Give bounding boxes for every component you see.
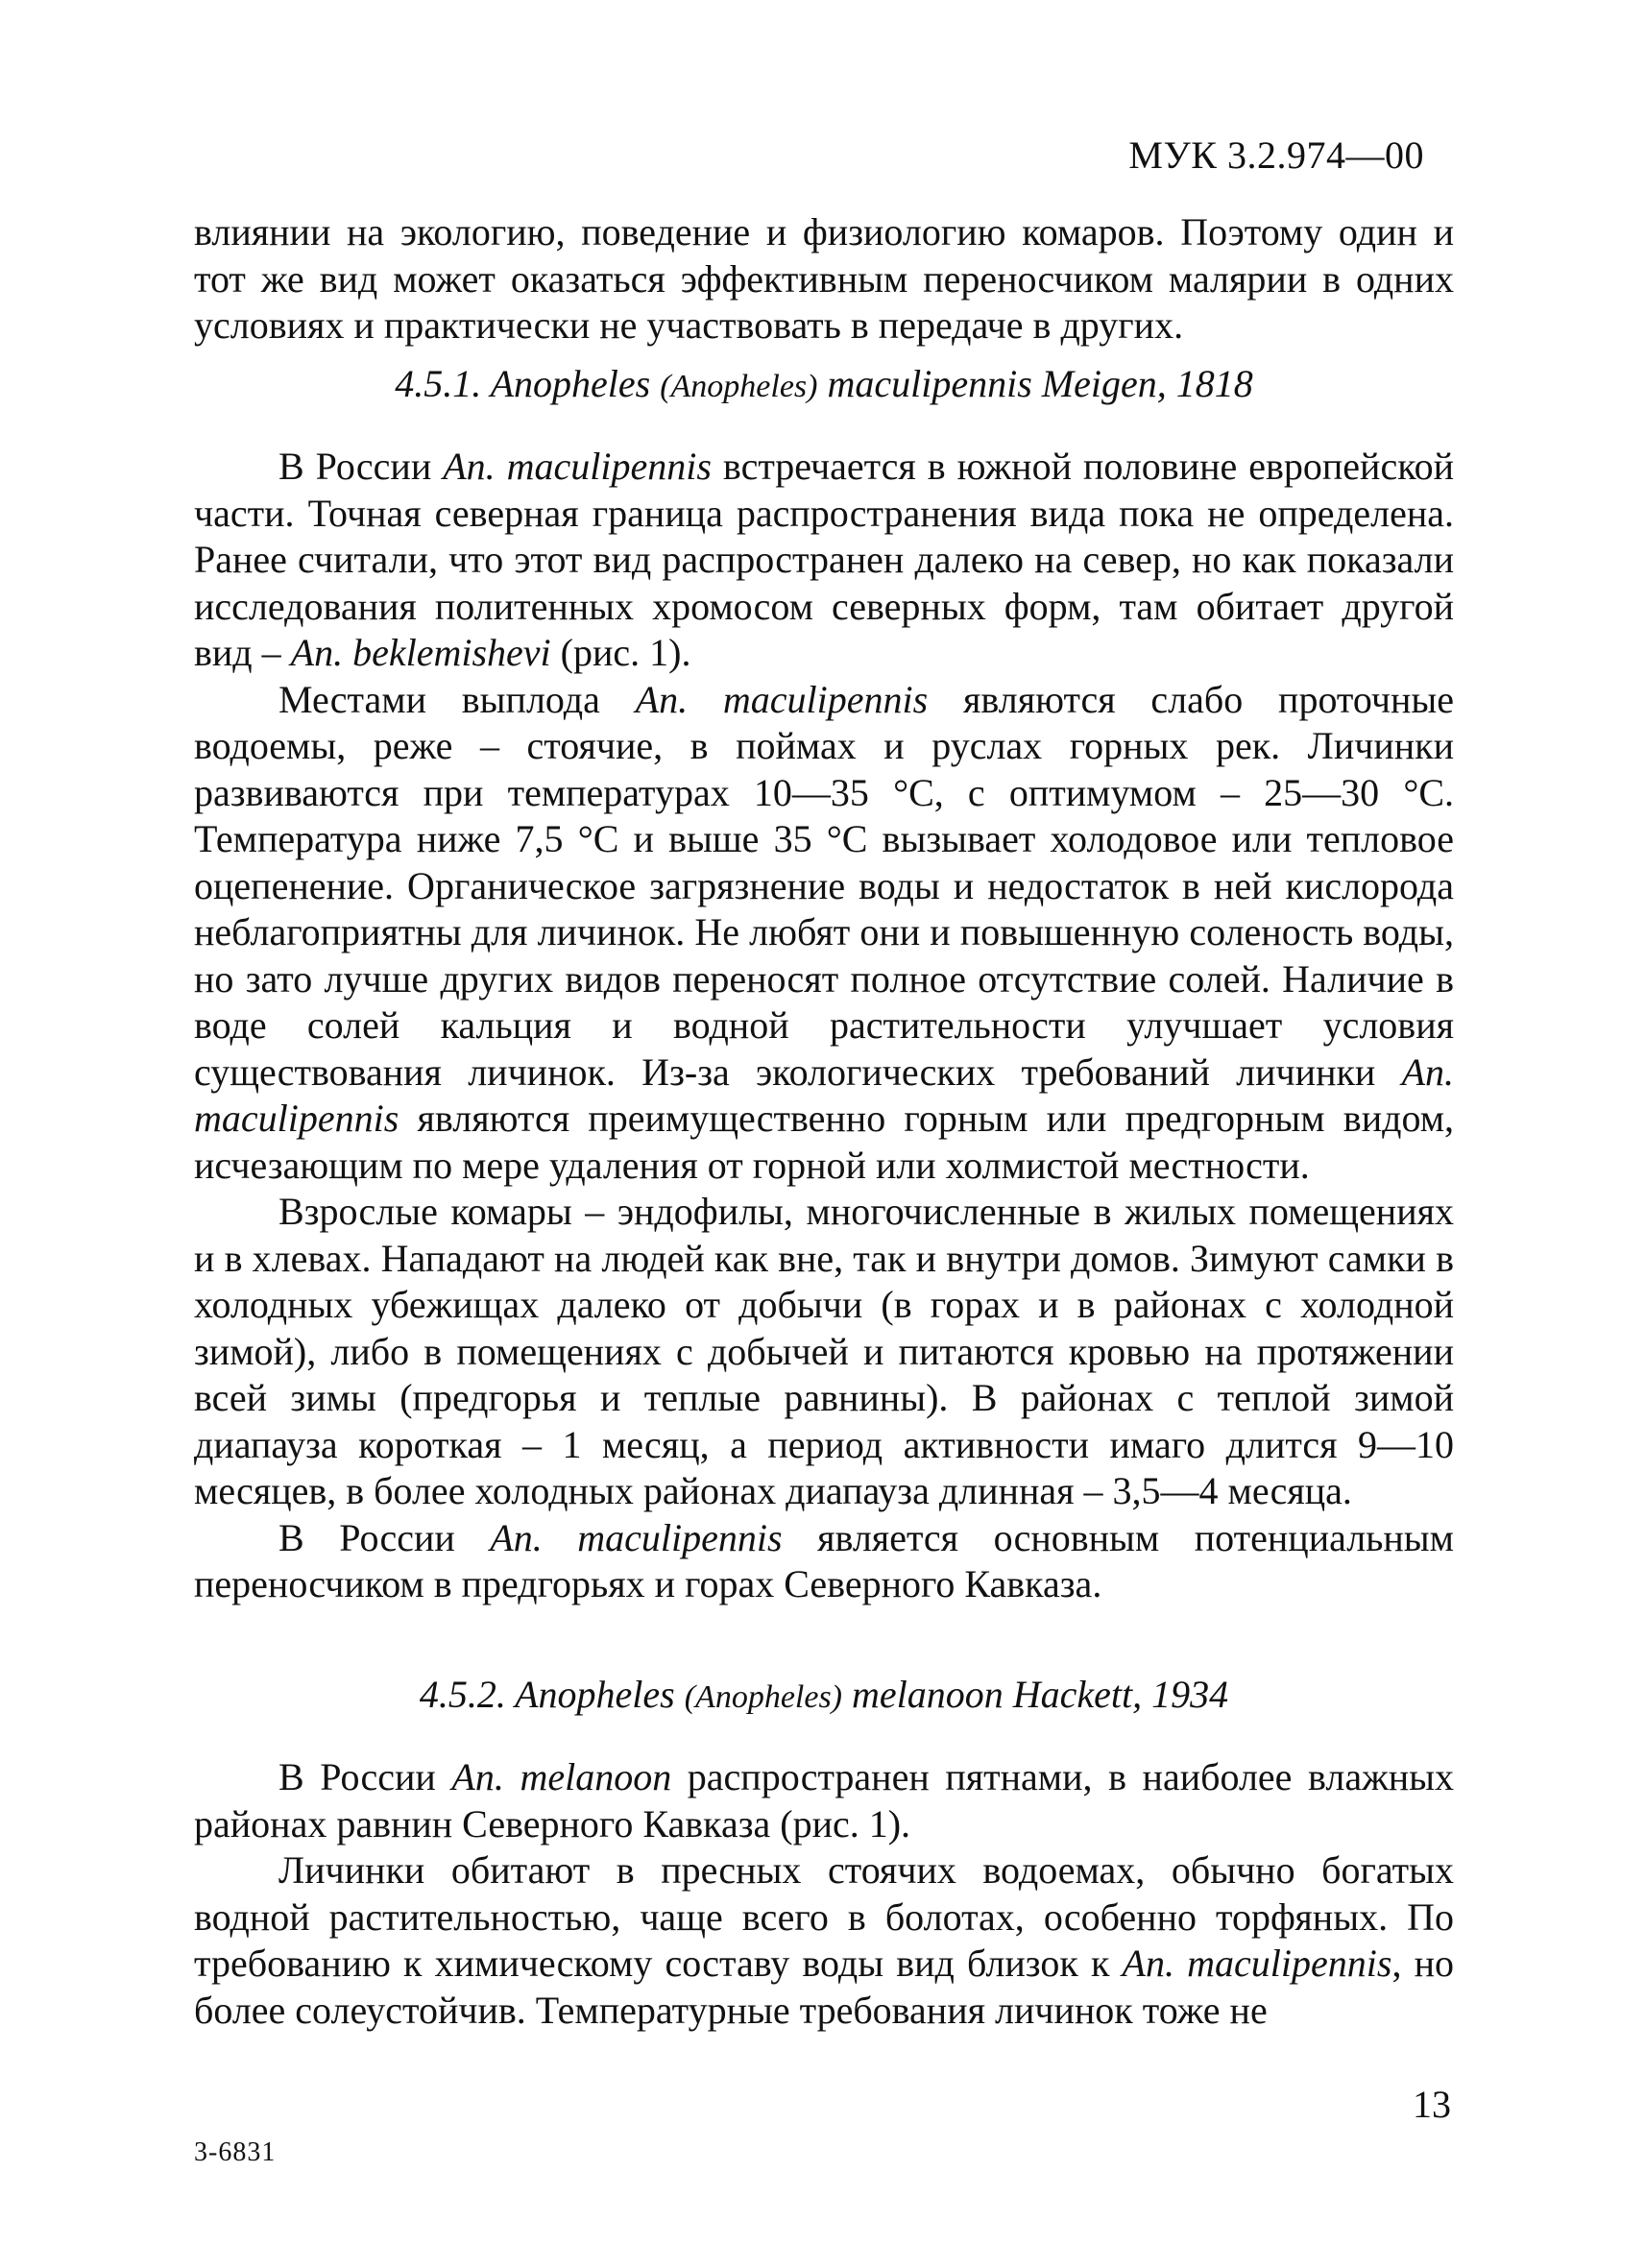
paragraph: В России An. maculipennis является основным потенциальным переносчиком в предгорьях и горах Северного Кавказа.	[194, 1515, 1454, 1605]
paragraph: Местами выплода An. maculipennis являются слабо проточные водоемы, реже – стоячие, в поймах и руслах горных рек. Личинки развиваются при температурах 10—35 °С, с оптимумом – 25—30 °С. Температура ниже 7,5 °С и выше 35 °С вызывает холодовое или тепловое оцепенение. Органическое загрязнение воды и недостаток в ней кислорода неблагоприятны для личинок. Не любят они и повышенную соленость воды, но зато лучше других видов переносят полное отсутствие солей. Наличие в воде солей кальция и водной растительности улучшает условия существования личинок. Из-за экологических требований личинки An. maculipennis являются преимущественно горным или предгорным видом, исчезающим по мере удаления от горной или холмистой местности.	[194, 677, 1454, 1187]
paragraph: В России An. maculipennis встречается в южной половине европейской части. Точная северная граница распространения вида пока не определена. Ранее считали, что этот вид распространен далеко на север, но как показали исследования политенных хромосом северных форм, там обитает другой вид – An. beklemishevi (рис. 1).	[194, 445, 1455, 674]
species-ref: An. maculipennis	[490, 1515, 783, 1559]
species-ref: An. maculipennis	[443, 445, 712, 488]
species-ref: An. maculipennis	[1122, 1942, 1392, 1985]
genus-name: Anopheles	[490, 362, 651, 405]
genus-name: Anopheles	[515, 1673, 675, 1716]
section-heading-4-5-1	[194, 361, 1454, 406]
intro-text: влиянии на экологию, поведение и физиологию комаров. Поэтому один и тот же вид может оказаться эффективным переносчиком малярии в одних условиях и практически не участвовать в передаче в других.	[194, 210, 1454, 347]
species-name: maculipennis Meigen, 1818	[827, 362, 1253, 405]
species-ref: An. maculipennis	[194, 1050, 1454, 1140]
intro-paragraph	[194, 209, 1454, 350]
paragraph: Взрослые комары – эндофилы, многочисленные в жилых помещениях и в хлевах. Нападают на людей как вне, так и внутри домов. Зимуют самки в холодных убежищах далеко от добычи (в горах и в районах с холодной зимой), либо в помещениях с добычей и питаются кровью на протяжении всей зимы (предгорья и теплые равнины). В районах с теплой зимой диапауза короткая – 1 месяц, а период активности имаго длится 9—10 месяцев, в более холодных районах диапауза длинная – 3,5—4 месяца.	[194, 1190, 1454, 1512]
subgenus-name: (Anopheles)	[684, 1679, 843, 1715]
species-ref: An. melanoon	[451, 1755, 672, 1798]
species-ref: An. maculipennis	[635, 677, 929, 721]
species-name: melanoon Hackett, 1934	[852, 1673, 1229, 1716]
print-code: 3-6831	[194, 2137, 277, 2167]
species-ref: An. beklemishevi	[290, 631, 551, 674]
section2-body	[194, 1754, 1454, 2034]
paragraph: В России An. melanoon распространен пятнами, в наиболее влажных районах равнин Северного Кавказа (рис. 1).	[194, 1755, 1454, 1846]
document-code: МУК 3.2.974—00	[1128, 133, 1424, 177]
section-heading-4-5-2	[194, 1672, 1454, 1717]
section1-body	[194, 444, 1454, 1608]
subgenus-name: (Anopheles)	[660, 369, 818, 404]
section-number: 4.5.2.	[419, 1673, 506, 1716]
page-number: 13	[1413, 2083, 1451, 2126]
section-number: 4.5.1.	[395, 362, 482, 405]
paragraph: Личинки обитают в пресных стоячих водоемах, обычно богатых водной растительностью, чаще всего в болотах, особенно торфяных. По требованию к химическому составу воды вид близок к An. maculipennis, но более солеустойчив. Температурные требования личинок тоже не	[194, 1848, 1455, 2032]
